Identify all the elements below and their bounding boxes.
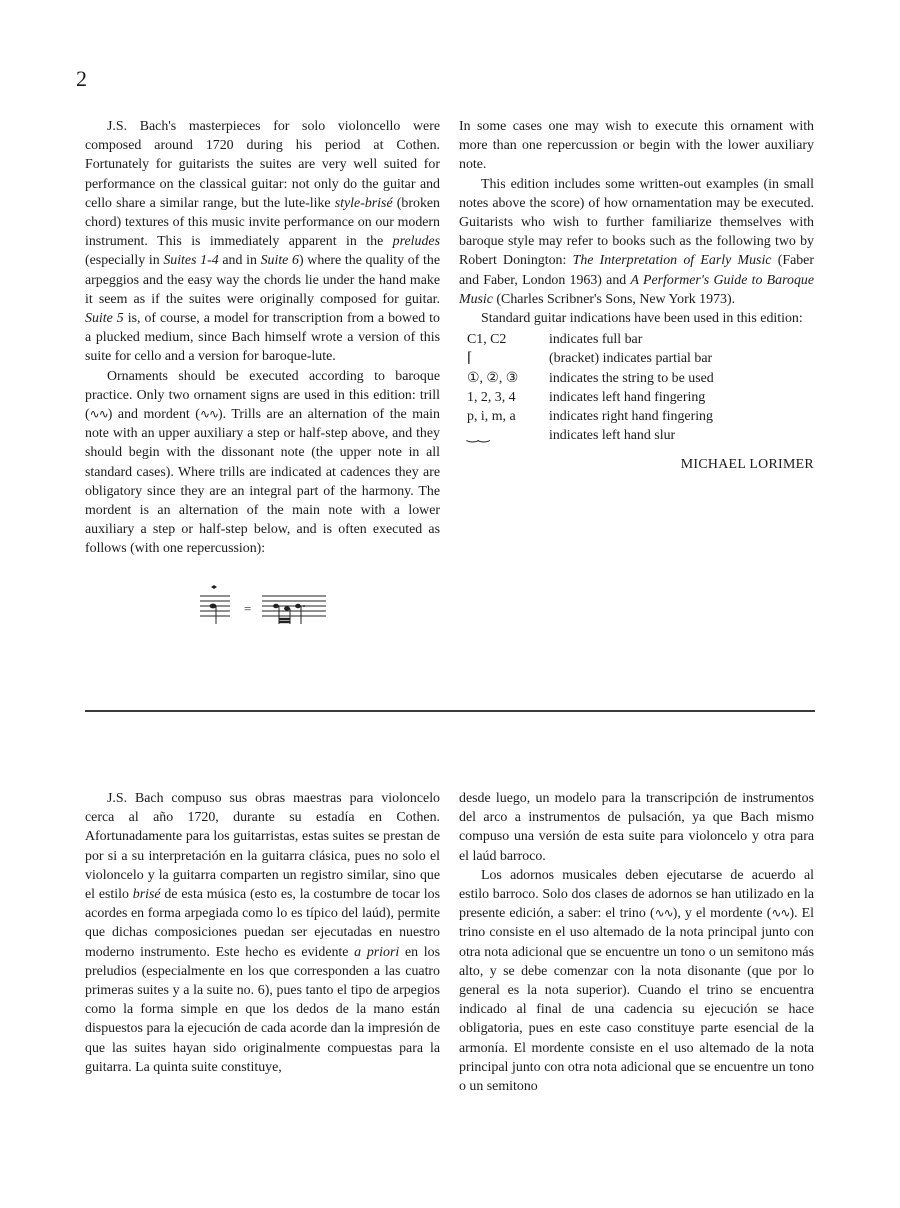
legend-row xyxy=(467,330,814,349)
spanish-continuation-paragraph: desde luego, un modelo para la transcripción de instrumentos del arco a instrumentos de pulsación, ya que Bach mismo compuso una versión de esta suite para violoncelo y otra para el laúd barroco. xyxy=(459,791,814,864)
english-indications-intro: Standard guitar indications have been used in this edition: xyxy=(481,311,803,327)
legend-symbol: C1, C2 xyxy=(467,332,507,348)
text-run: Los adornos musicales deben ejecutarse de acuerdo al estilo barroco. Solo dos clases de adornos se han utilizado en la presente edición, a saber: el trino ( xyxy=(459,867,814,922)
text-run: J.S. Bach compuso sus obras maestras para violoncelo cerca al año 1720, durante su estadía en Cothen. Afortunadamente para los guitarristas, estas suites se prestan de por si a su interpretación en la guitarra clásica, pues no solo el violoncelo y la guitarra comparten un registro similar, sino que el estilo xyxy=(85,791,440,903)
text-run: (especially in xyxy=(85,253,164,269)
italic-text: Suite 5 xyxy=(85,311,124,327)
spanish-ornaments-paragraph xyxy=(459,866,814,1096)
legend-row xyxy=(467,349,814,368)
text-run: (Faber and Faber, London 1963) and xyxy=(459,253,814,288)
slur-symbol: ‿‿ xyxy=(467,428,490,444)
english-right-column xyxy=(459,117,814,475)
ornament-icon: ∿∿ xyxy=(771,906,790,921)
executed-notes xyxy=(273,604,305,611)
legend-description: indicates left hand slur xyxy=(549,428,676,444)
mordent-music-example xyxy=(196,582,336,630)
text-run: is, of course, a model for transcription from a bowed to a plucked medium, since Bach himself wrote a version of this suite for cello and a version for baroque-lute. xyxy=(85,311,440,365)
mordent-sign xyxy=(211,585,217,589)
page-number: 2 xyxy=(76,66,87,91)
legend-description: indicates full bar xyxy=(549,332,643,348)
author-signature: MICHAEL LORIMER xyxy=(680,457,814,473)
spanish-left-column xyxy=(85,789,440,1077)
equals-sign: = xyxy=(244,601,252,616)
english-intro-paragraph xyxy=(85,117,440,367)
legend-description: indicates the string to be used xyxy=(549,370,714,386)
legend-row xyxy=(467,426,814,445)
text-run: ). El trino consiste en el uso altemado de la nota principal junto con otra nota adicional que se encuentre un tono o un semitono más alto, y se debe comenzar con la nota disonante (que por lo general es la nota superior). Cuando el trino se encuentra indicado al final de una cadencia su ejecución se hace obligatoria, pues en este caso constituye parte esencial de la armonía. El mordente consiste en el uso altemado de la nota principal junto con otra nota adicional que se encuentre un tono o un semitono xyxy=(459,906,814,1095)
text-run: ), y el mordente ( xyxy=(672,906,772,922)
italic-text: preludes xyxy=(392,234,440,250)
spanish-right-column xyxy=(459,789,814,1096)
staff-right xyxy=(262,596,326,616)
ornament-icon: ∿∿ xyxy=(199,407,219,422)
italic-text: brisé xyxy=(132,887,161,903)
italic-text: style-brisé xyxy=(334,195,393,211)
legend-symbol: p, i, m, a xyxy=(467,408,516,424)
text-run: en los preludios (especialmente en los que corresponden a las cuatro primeras suites y a la suite no. 6), pues tanto el tipo de arpegios como la forma simple en que los dedos de la mano están dispuestos para la ejecución de cada acorde dan la impresión de que las suites hayan sido originalmente compuestas para la guitarra. La quinta suite constituye, xyxy=(85,944,440,1075)
legend-symbol: ⌈ xyxy=(467,351,473,367)
spanish-intro-paragraph xyxy=(85,789,440,1077)
italic-text: a priori xyxy=(354,944,400,960)
legend-description: (bracket) indicates partial bar xyxy=(549,351,713,367)
text-run: (broken chord) textures of this music invite performance on our modern instrument. This is immediately apparent in the xyxy=(85,195,440,250)
ornament-icon: ∿∿ xyxy=(89,407,108,422)
italic-text: A Performer's Guide to Baroque Music xyxy=(459,272,814,307)
text-run: ) and mordent ( xyxy=(107,407,200,423)
english-continuation-paragraph: In some cases one may wish to execute this ornament with more than one repercussion or begin with the lower auxiliary note. xyxy=(459,119,814,173)
legend-description: indicates right hand fingering xyxy=(549,408,713,424)
text-run: (Charles Scribner's Sons, New York 1973). xyxy=(492,291,736,307)
english-edition-paragraph xyxy=(459,175,814,309)
main-note xyxy=(210,604,217,609)
text-run: Ornaments should be executed according to baroque practice. Only two ornament signs are used in this edition: trill ( xyxy=(85,368,440,423)
legend-symbol: 1, 2, 3, 4 xyxy=(467,389,516,405)
legend-row xyxy=(467,388,814,407)
legend-row xyxy=(467,407,814,426)
legend-row xyxy=(467,369,814,388)
italic-text: The Interpretation of Early Music xyxy=(572,253,772,269)
text-run: ). Trills are an alternation of the main note with an upper auxiliary a step or half-step above, and they should begin with the dissonant note (the upper note in all standard cases). Where trills are indicated at cadences they are obligatory since they are an integral part of the harmony. The mordent is an alternation of the main note with a lower auxiliary a step or half-step below, and is often executed as follows (with one repercussion): xyxy=(85,407,440,557)
italic-text: Suites 1-4 xyxy=(163,253,219,269)
section-divider xyxy=(85,710,815,712)
english-ornaments-paragraph xyxy=(85,367,440,559)
legend-symbol: ①, ②, ③ xyxy=(467,370,519,386)
text-run: J.S. Bach's masterpieces for solo violoncello were composed around 1720 during his period at Cothen. Fortunately for guitarists the suites are very well suited for performance on the classical guitar: not only do the guitar and cello share a similar range, but the lute-like xyxy=(85,119,440,211)
text-run: This edition includes some written-out examples (in small notes above the score) of how ornamentation may be executed. Guitarists who wish to further familiarize themselves with baroque style may refer to books such as the following two by Robert Donington: xyxy=(459,176,814,269)
text-run: ) where the quality of the arpeggios and the easy way the chords lie under the hand make it seem as if the suites were originally composed for guitar. xyxy=(85,253,440,307)
legend-description: indicates left hand fingering xyxy=(549,389,706,405)
indications-legend xyxy=(467,330,814,445)
italic-text: Suite 6 xyxy=(260,253,299,269)
ornament-icon: ∿∿ xyxy=(654,906,673,921)
english-left-column xyxy=(85,117,440,559)
text-run: and in xyxy=(218,253,261,269)
text-run: de esta música (esto es, la costumbre de tocar los acordes en forma arpegiada como lo es típico del laúd), permite que dichas composiciones puedan ser ejecutadas en nuestro moderno instrumento. Este hecho es evidente xyxy=(85,887,440,960)
